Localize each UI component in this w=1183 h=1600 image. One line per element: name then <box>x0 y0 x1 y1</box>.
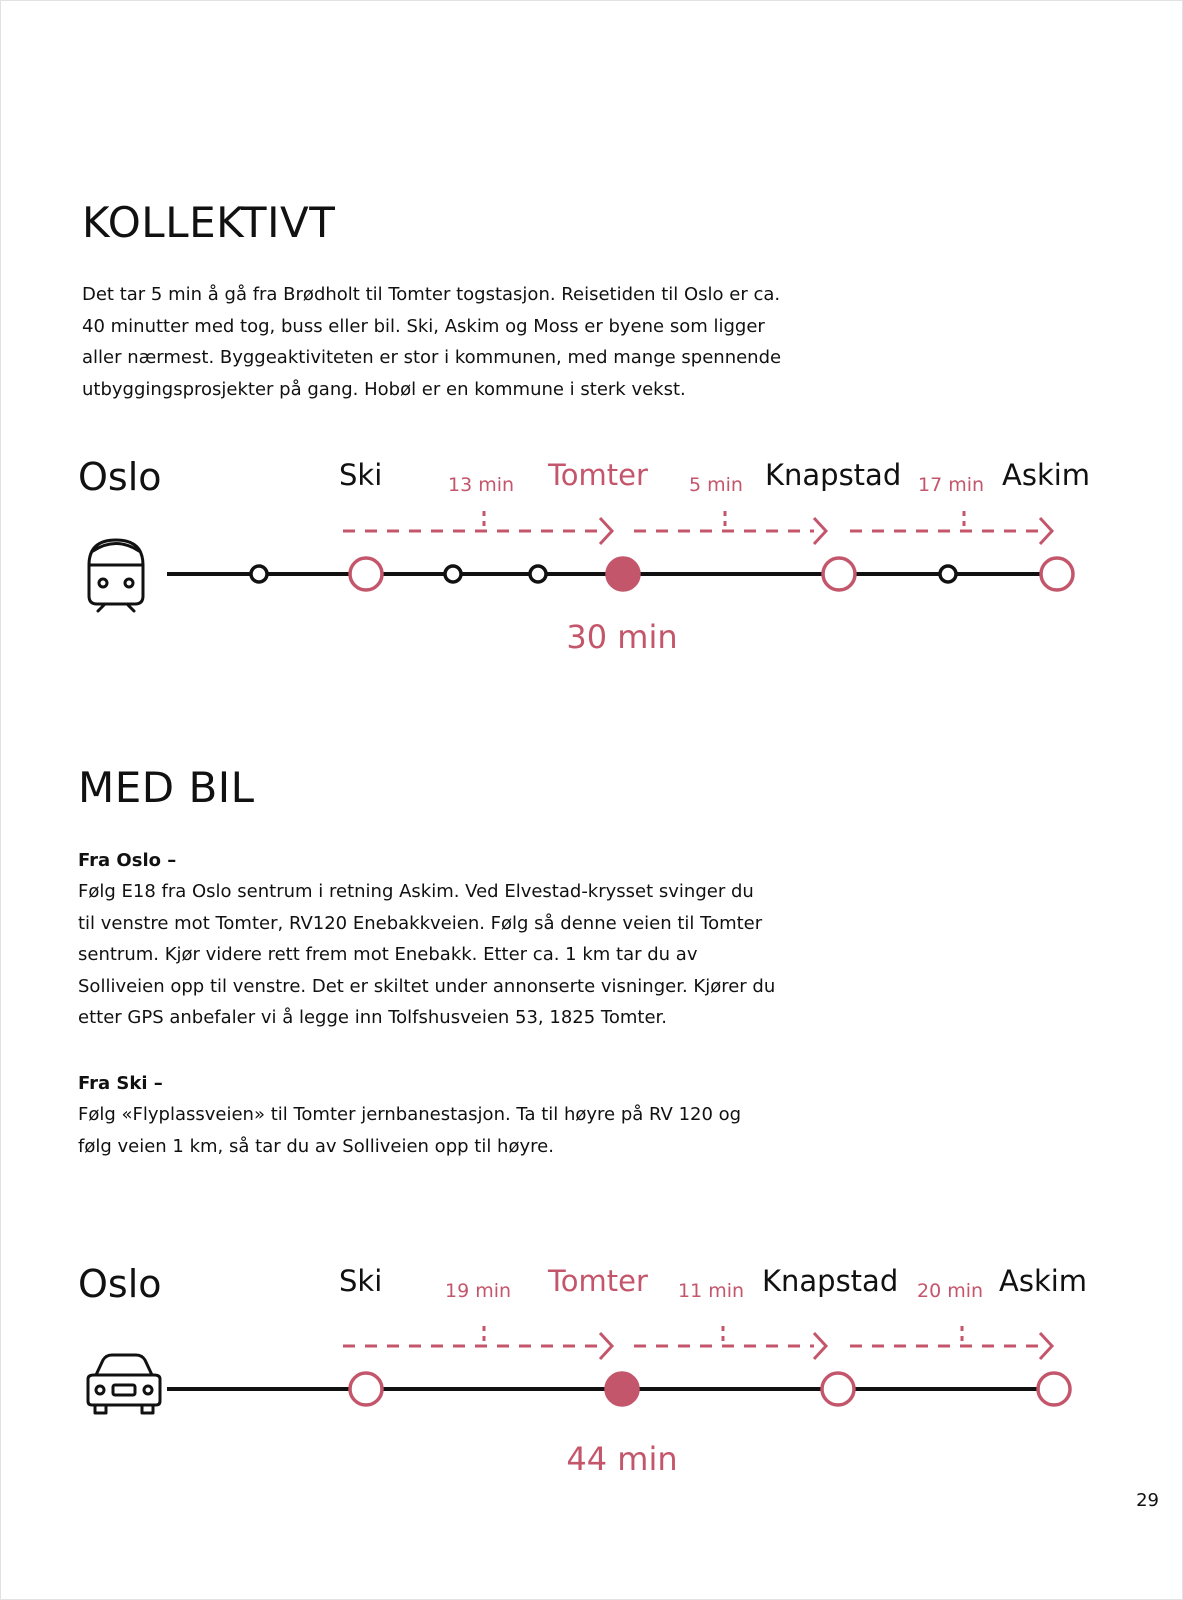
travel-arrows <box>343 511 1052 544</box>
arrowhead-3 <box>1040 1333 1052 1359</box>
route-origin-label: Oslo <box>78 455 162 499</box>
car-icon <box>88 1355 160 1413</box>
arrowhead-3 <box>1040 518 1052 544</box>
segment-time-3: 20 min <box>917 1280 984 1302</box>
from-oslo-text: Følg E18 fra Oslo sentrum i retning Askim. Ved Elvestad-krysset svinger du til venstre mot Tomter, RV120 Enebakkveien. Følg så denne veien til Tomter sentrum. Kjør videre rett frem mot Enebakk. Etter ca. 1 km tar du av Solliveien opp til venstre. Det er skiltet under annonserte visninger. Kjører du etter GPS anbefaler vi å legge inn Tolfshusveien 53, 1825 Tomter. <box>78 881 776 1028</box>
segment-time-3: 17 min <box>918 474 985 496</box>
stop-label-ski: Ski <box>339 1264 383 1298</box>
minor-stop <box>251 566 267 582</box>
segment-time-1: 13 min <box>448 474 515 496</box>
kollektivt-text: Det tar 5 min å gå fra Brødholt til Tomter togstasjon. Reisetiden til Oslo er ca. 40 minutter med tog, buss eller bil. Ski, Askim og Moss er byene som ligger aller nærmest. Byggeaktiviteten er stor i kommunen, med mange spennende utbyggingsprosjekter på gang. Hobøl er en kommune i sterk vekst. <box>82 284 782 400</box>
from-oslo-title: Fra Oslo – <box>78 850 177 871</box>
arrowhead-1 <box>600 518 612 544</box>
stop-label-ski: Ski <box>339 458 383 492</box>
minor-stop <box>530 566 546 582</box>
stop-marker-knapstad <box>823 558 855 590</box>
page-number: 29 <box>1136 1490 1159 1511</box>
stop-marker-tomter <box>607 558 639 590</box>
kollektivt-heading: KOLLEKTIVT <box>82 198 336 247</box>
stop-label-askim: Askim <box>1002 458 1091 492</box>
stop-marker-askim <box>1041 558 1073 590</box>
arrowhead-2 <box>814 518 826 544</box>
minor-stop <box>445 566 461 582</box>
train-route-diagram <box>0 440 1183 680</box>
train-icon <box>89 540 143 611</box>
from-ski-title: Fra Ski – <box>78 1073 163 1094</box>
segment-time-2: 11 min <box>678 1280 745 1302</box>
route-origin-label: Oslo <box>78 1262 162 1306</box>
segment-time-2: 5 min <box>689 474 743 496</box>
stop-marker-knapstad <box>822 1373 854 1405</box>
stop-label-tomter: Tomter <box>548 1264 648 1298</box>
stop-marker-ski <box>350 558 382 590</box>
segment-time-1: 19 min <box>445 1280 512 1302</box>
stop-label-tomter: Tomter <box>548 458 648 492</box>
travel-arrows <box>343 1326 1052 1359</box>
stop-marker-tomter <box>606 1373 638 1405</box>
stop-label-knapstad: Knapstad <box>765 458 902 492</box>
from-ski-text: Følg «Flyplassveien» til Tomter jernbanestasjon. Ta til høyre på RV 120 og følg veien 1 km, så tar du av Solliveien opp til høyre. <box>78 1104 742 1157</box>
arrowhead-1 <box>600 1333 612 1359</box>
car-route-diagram <box>0 1245 1183 1485</box>
minor-stop <box>940 566 956 582</box>
med-bil-heading: MED BIL <box>78 763 255 812</box>
stop-marker-ski <box>350 1373 382 1405</box>
total-time: 44 min <box>566 1440 678 1478</box>
stop-label-knapstad: Knapstad <box>762 1264 899 1298</box>
stop-label-askim: Askim <box>999 1264 1088 1298</box>
arrowhead-2 <box>814 1333 826 1359</box>
total-time: 30 min <box>566 618 678 656</box>
stop-marker-askim <box>1038 1373 1070 1405</box>
